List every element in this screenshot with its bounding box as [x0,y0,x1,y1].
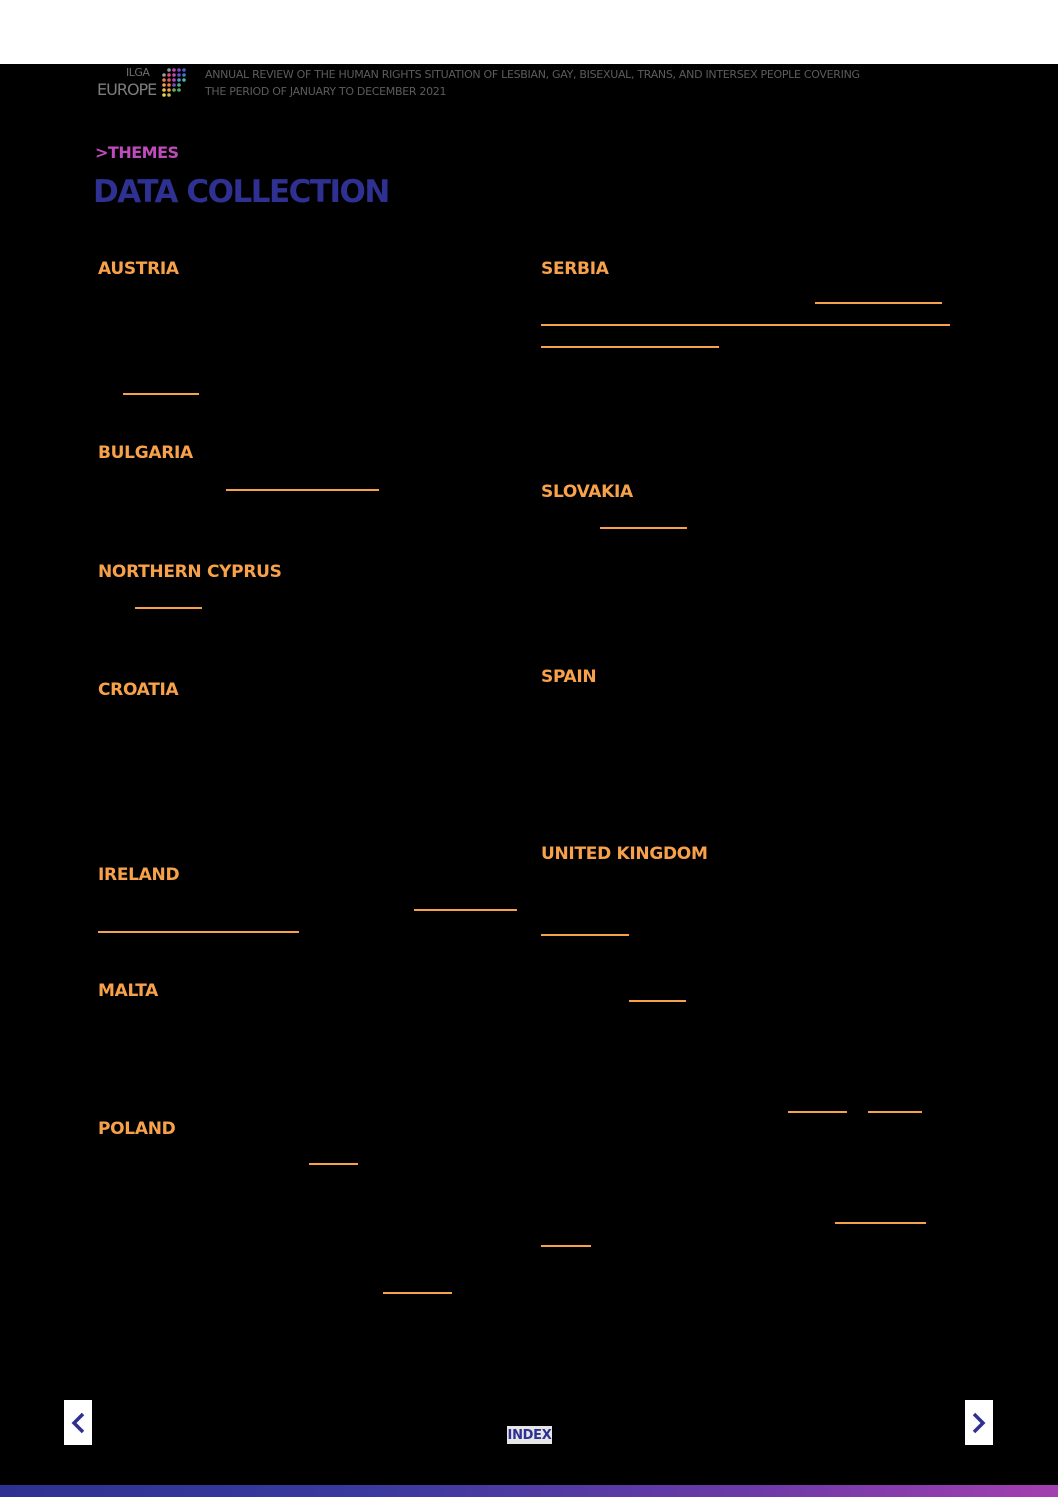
heading-malta: MALTA [98,981,159,1001]
link-underline-serbia-2[interactable] [541,324,950,326]
ilga-europe-logo[interactable] [97,66,189,100]
link-underline-uk-6[interactable] [541,1245,591,1247]
header-line-2: THE PERIOD OF JANUARY TO DECEMBER 2021 [205,85,447,98]
link-underline-slovakia[interactable] [600,527,687,529]
link-underline-poland-1[interactable] [309,1163,358,1165]
logo-ilga-text: ILGA [126,66,150,79]
link-underline-ireland-1[interactable] [414,909,517,911]
header-line-1: ANNUAL REVIEW OF THE HUMAN RIGHTS SITUATION OF LESBIAN, GAY, BISEXUAL, TRANS, AND INTERSEX PEOPLE COVERING [205,68,860,81]
link-underline-bulgaria[interactable] [226,489,379,491]
heading-northern-cyprus: NORTHERN CYPRUS [98,562,282,582]
link-underline-uk-2[interactable] [629,1000,686,1002]
section-kicker[interactable]: >THEMES [95,143,179,162]
heading-poland: POLAND [98,1119,176,1139]
link-underline-ireland-2[interactable] [98,931,299,933]
index-button[interactable]: INDEX [507,1427,552,1443]
report-header [205,66,965,100]
link-underline-northern-cyprus[interactable] [135,607,202,609]
link-underline-uk-3[interactable] [788,1111,847,1113]
heading-bulgaria: BULGARIA [98,443,193,463]
link-underline-uk-1[interactable] [541,934,629,936]
heading-austria: AUSTRIA [98,259,179,279]
heading-serbia: SERBIA [541,259,609,279]
link-underline-serbia-3[interactable] [541,346,719,348]
heading-croatia: CROATIA [98,680,179,700]
link-underline-austria[interactable] [123,393,199,395]
logo-dots-icon [155,66,187,98]
page-title: DATA COLLECTION [93,174,389,210]
next-page-button[interactable] [965,1400,993,1445]
link-underline-serbia-1[interactable] [815,302,942,304]
link-underline-poland-2[interactable] [383,1292,452,1294]
heading-united-kingdom: UNITED KINGDOM [541,844,708,864]
previous-page-button[interactable] [64,1400,92,1445]
heading-ireland: IRELAND [98,865,180,885]
link-underline-uk-4[interactable] [868,1111,922,1113]
top-white-band [0,0,1058,64]
chevron-left-icon [70,1411,86,1435]
heading-spain: SPAIN [541,667,597,687]
link-underline-uk-5[interactable] [835,1222,926,1224]
logo-europe-text: EUROPE [97,80,157,99]
heading-slovakia: SLOVAKIA [541,482,633,502]
chevron-right-icon [971,1411,987,1435]
bottom-gradient-bar [0,1485,1058,1497]
